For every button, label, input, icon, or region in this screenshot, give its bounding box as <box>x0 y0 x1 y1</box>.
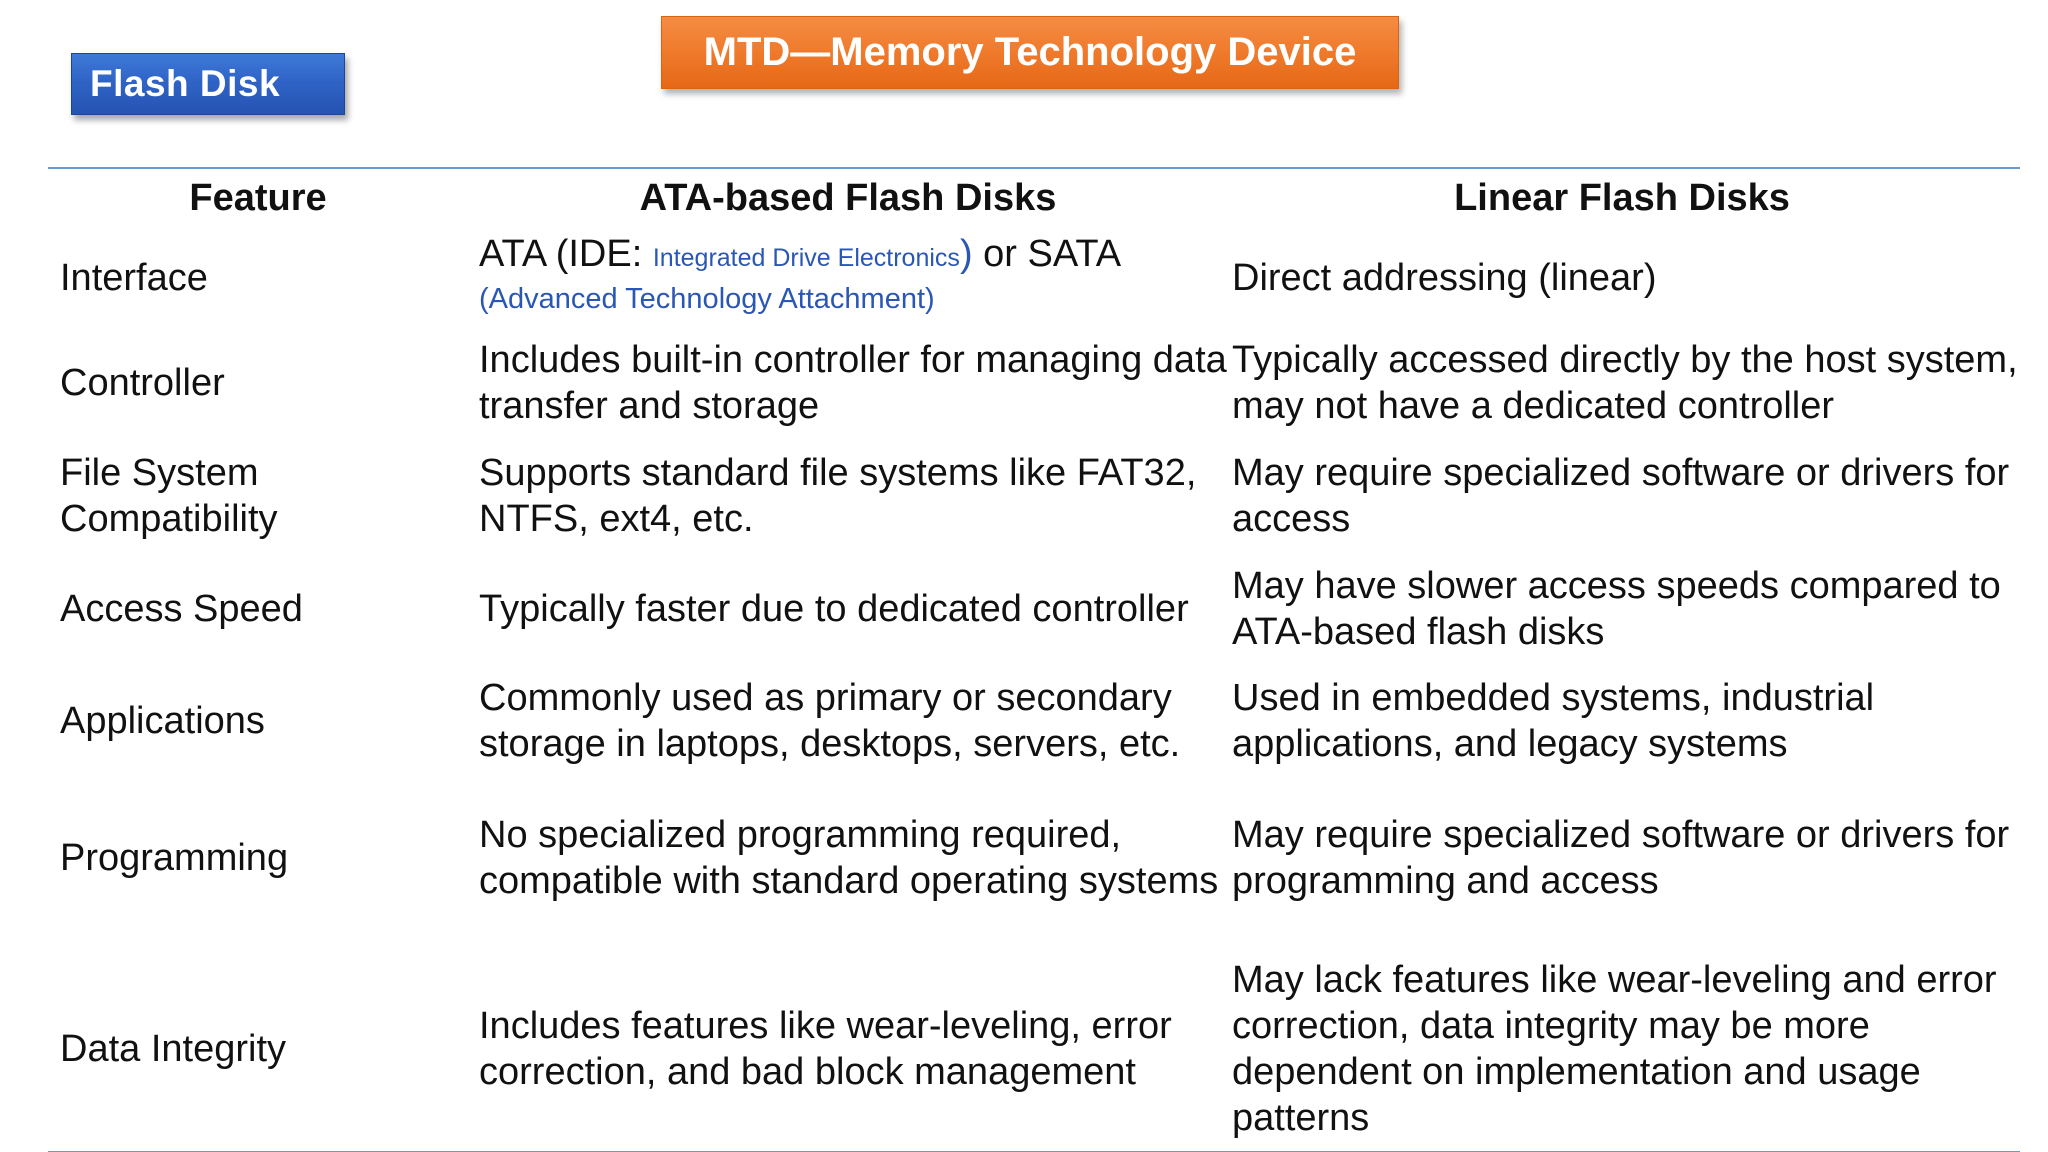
feature-label: Programming <box>60 837 289 879</box>
linear-cell-applications <box>1232 674 2032 768</box>
feature-label: Access Speed <box>60 588 303 630</box>
linear-cell-file-system <box>1232 449 2032 543</box>
feature-cell-access-speed <box>60 562 470 656</box>
feature-label: Data Integrity <box>60 1028 286 1070</box>
linear-cell-access-speed <box>1232 562 2032 656</box>
feature-label: Controller <box>60 362 225 404</box>
linear-value: May lack features like wear-leveling and error correction, data integrity may be more dependent on implementation and usage patterns <box>1232 959 1997 1139</box>
ata-interface-line <box>479 232 1229 280</box>
column-header-feature: Feature <box>189 177 327 219</box>
column-header-linear: Linear Flash Disks <box>1454 177 1790 219</box>
slide-title: MTD—Memory Technology Device <box>661 16 1399 89</box>
ide-expansion-note: Integrated Drive Electronics <box>652 244 960 272</box>
feature-cell-data-integrity <box>60 956 470 1142</box>
ata-value: Supports standard file systems like FAT32, NTFS, ext4, etc. <box>479 452 1197 540</box>
ata-cell-programming <box>479 788 1229 928</box>
ata-cell-file-system <box>479 449 1229 543</box>
linear-value: May require specialized software or drivers for programming and access <box>1232 814 2010 902</box>
column-header-ata: ATA-based Flash Disks <box>639 177 1057 219</box>
feature-label: Applications <box>60 700 265 742</box>
feature-cell-applications <box>60 674 470 768</box>
sata-expansion-note: (Advanced Technology Attachment) <box>479 283 935 315</box>
feature-label: Interface <box>60 257 208 299</box>
table-top-rule <box>48 167 2020 169</box>
feature-label: File System Compatibility <box>60 452 278 540</box>
ata-value: No specialized programming required, compatible with standard operating systems <box>479 814 1219 902</box>
linear-cell-interface <box>1232 232 2032 324</box>
feature-cell-programming <box>60 788 470 928</box>
ide-close-paren: ) <box>959 233 973 275</box>
ata-interface-prefix: ATA (IDE: <box>479 233 653 275</box>
linear-cell-controller <box>1232 336 2032 430</box>
ata-cell-interface <box>479 232 1229 324</box>
ata-value: Commonly used as primary or secondary storage in laptops, desktops, servers, etc. <box>479 677 1181 765</box>
linear-value: May have slower access speeds compared to ATA-based flash disks <box>1232 565 2001 653</box>
linear-cell-data-integrity <box>1232 956 2032 1142</box>
flash-disk-badge: Flash Disk <box>71 53 345 115</box>
linear-value: May require specialized software or drivers for access <box>1232 452 2010 540</box>
ata-cell-data-integrity <box>479 956 1229 1142</box>
ata-cell-controller <box>479 336 1229 430</box>
linear-value: Used in embedded systems, industrial applications, and legacy systems <box>1232 677 1875 765</box>
linear-cell-programming <box>1232 788 2032 928</box>
ata-value: Typically faster due to dedicated controller <box>479 588 1189 630</box>
linear-value: Typically accessed directly by the host system, may not have a dedicated controller <box>1232 339 2018 427</box>
ata-value: Includes features like wear-leveling, error correction, and bad block management <box>479 1005 1172 1093</box>
feature-cell-interface <box>60 232 470 324</box>
ata-value: Includes built-in controller for managing data transfer and storage <box>479 339 1227 427</box>
feature-cell-controller <box>60 336 470 430</box>
ata-cell-applications <box>479 674 1229 768</box>
ata-interface-or-sata: or SATA <box>972 233 1122 275</box>
ata-cell-access-speed <box>479 562 1229 656</box>
linear-value: Direct addressing (linear) <box>1232 257 1657 299</box>
feature-cell-file-system <box>60 449 470 543</box>
